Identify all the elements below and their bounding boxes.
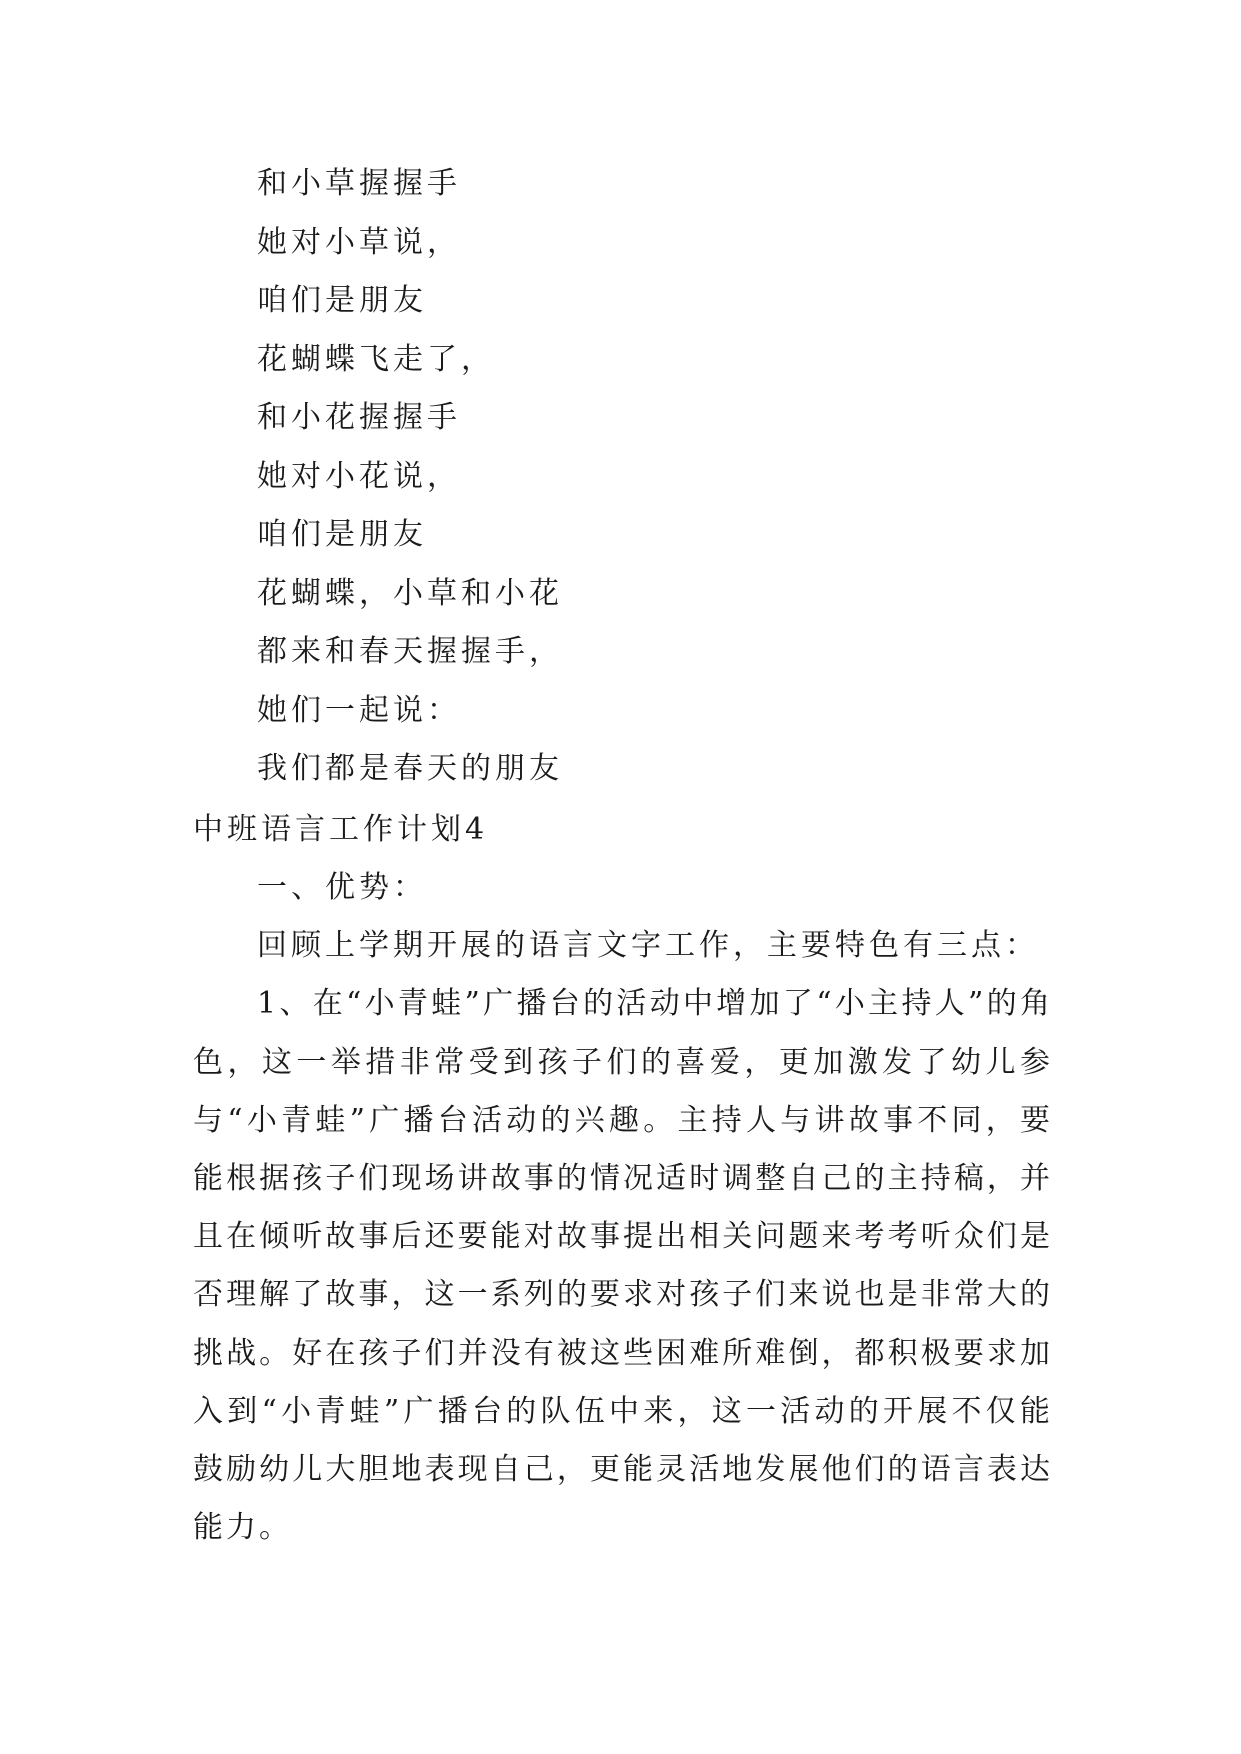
poem-line: 花蝴蝶，小草和小花 [257, 575, 563, 611]
point-1-paragraph: 1、在“小青蛙”广播台的活动中增加了“小主持人”的角色，这一举措非常受到孩子们的喜爱，更加激发了幼儿参与“小青蛙”广播台活动的兴趣。主持人与讲故事不同，要能根据孩子们现场讲故事的情况适时调整自己的主持稿，并且在倾听故事后还要能对故事提出相关问题来考考听众们是否理解了故事，这一系列的要求对孩子们来说也是非常大的挑战。好在孩子们并没有被这些困难所难倒，都积极要求加入到“小青蛙”广播台的队伍中来，这一活动的开展不仅能鼓励幼儿大胆地表现自己，更能灵活地发展他们的语言表达能力。 [193, 986, 1053, 1546]
section-body [193, 859, 1053, 1557]
poem-line: 都来和春天握握手， [257, 634, 563, 669]
poem-line: 咱们是朋友 [257, 517, 427, 552]
poem-line: 她们一起说： [257, 692, 461, 728]
poem-line: 她对小花说， [257, 458, 461, 494]
poem-line: 花蝴蝶飞走了， [257, 341, 495, 377]
poem-line: 咱们是朋友 [257, 283, 427, 318]
poem-line: 和小花握握手 [257, 400, 461, 435]
section-heading: 中班语言工作计划4 [193, 812, 489, 847]
intro-paragraph: 回顾上学期开展的语言文字工作，主要特色有三点： [257, 928, 1039, 964]
subheading: 一、优势： [257, 870, 427, 905]
poem-line: 我们都是春天的朋友 [257, 751, 563, 786]
poem-line: 和小草握握手 [257, 166, 461, 201]
poem-line: 她对小草说， [257, 224, 461, 260]
poem [257, 155, 1057, 799]
